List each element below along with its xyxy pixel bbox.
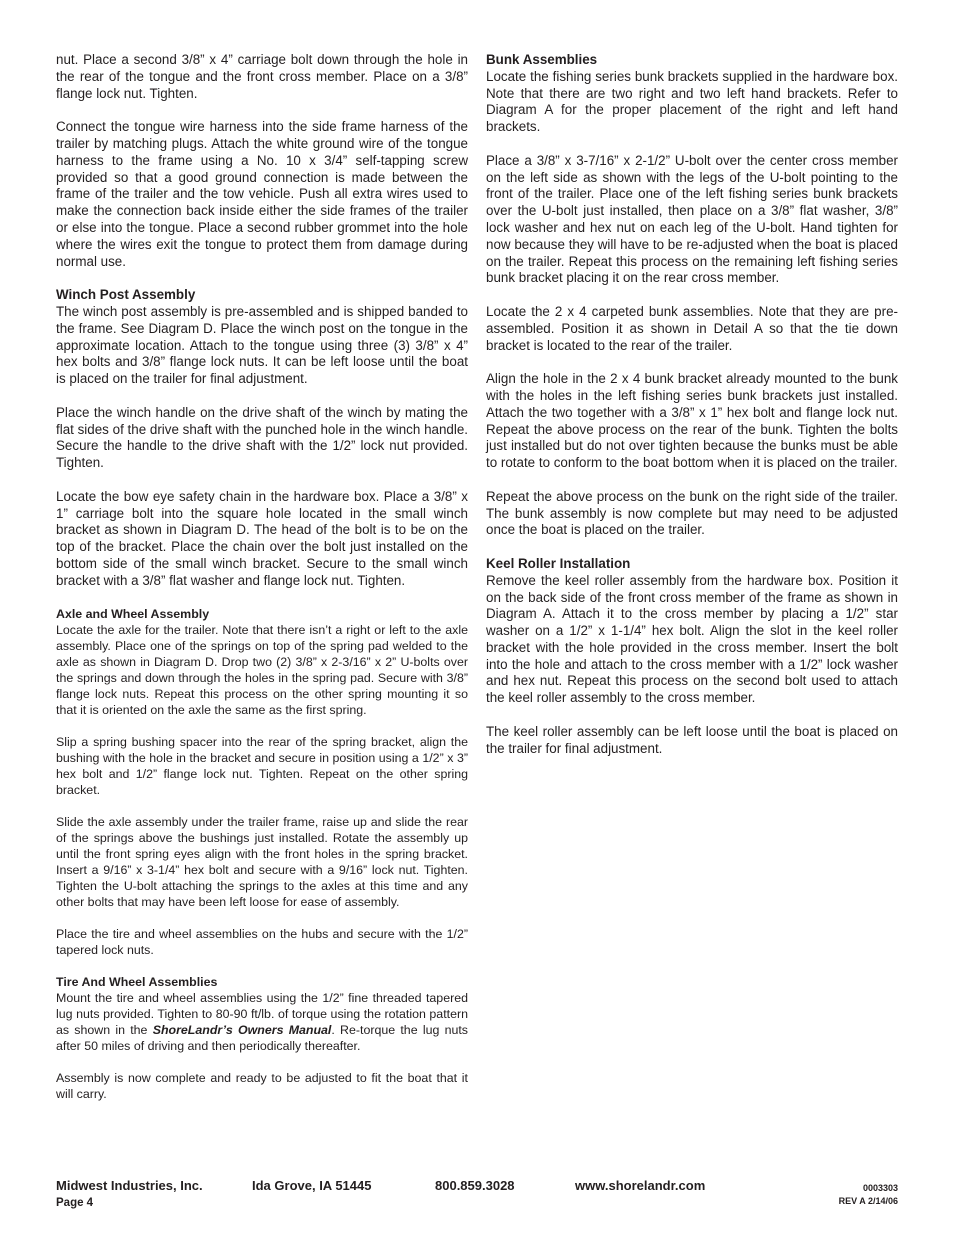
- owners-manual-title: ShoreLandr’s Owners Manual: [152, 1023, 332, 1038]
- page-footer: [56, 1178, 898, 1214]
- heading-axle-and-wheel-assembly: Axle and Wheel Assembly: [56, 607, 210, 622]
- left-column: [56, 52, 468, 1118]
- paragraph-winch-handle: Place the winch handle on the drive shaft of the winch by mating the flat sides of the drive shaft with the punched hole in the winch handle. Secure the handle to the drive shaft with the 1/2” lock nut provided. Tighten.: [56, 404, 468, 471]
- paragraph-tire-placement: Place the tire and wheel assemblies on the hubs and secure with the 1/2” tapered lock nuts.: [56, 927, 468, 958]
- tire-mount-text-start: Mount the tire and wheel assemblies using the 1/2” fine threaded tapered lug nuts provided. Tighten to 80-90 ft/lb. of torque using the rotation pattern as shown in the: [56, 991, 468, 1038]
- heading-winch-post-assembly: Winch Post Assembly: [56, 287, 196, 303]
- paragraph-bunk-right-side: Repeat the above process on the bunk on the right side of the trailer. The bunk assembly is now complete but may need to be adjusted once the boat is placed on the trailer.: [486, 488, 898, 538]
- footer-phone: 800.859.3028: [435, 1178, 515, 1193]
- paragraph-axle-springs: Locate the axle for the trailer. Note that there isn’t a right or left to the axle assembly. Place one of the springs on top of the spring pad welded to the axle as shown in Diagram D. Drop two (2) 3/8” x 2-3/16” x 2” U-bolts over the springs and down through the holes in the spring pad. Secure with 3/8” flange lock nuts. Repeat this process on the other spring mounting it so that it is oriented on the axle the same as the first spring.: [56, 623, 468, 718]
- tire-mount-text-end: . Re-torque the lug nuts after 50 miles of driving and then periodically thereafter.: [56, 1023, 468, 1054]
- paragraph-keel-roller: Remove the keel roller assembly from the hardware box. Position it on the back side of the front cross member of the frame as shown in Diagram A. Attach it to the cross member by placing a 1/2” star washer on a 1/2” x 1-1/4” hex bolt. Align the slot in the keel roller bracket with the hole provided in the cross member. Insert the bolt into the hole and attach to the cross member with a 1/2” lock washer and hex nut. Repeat this process on the second bolt used to attach the keel roller assembly to the cross member.: [486, 572, 898, 706]
- paragraph-bunk-brackets: Locate the fishing series bunk brackets supplied in the hardware box. Note that there are two right and two left hand brackets. Refer to Diagram A for the proper placement of the right and left hand brackets.: [486, 68, 898, 135]
- heading-tire-and-wheel-assemblies: Tire And Wheel Assemblies: [56, 975, 218, 990]
- paragraph-keel-roller-loose: The keel roller assembly can be left loose until the boat is placed on the trailer for final adjustment.: [486, 723, 898, 756]
- footer-website: www.shorelandr.com: [575, 1178, 706, 1193]
- footer-document-number: 0003303: [862, 1183, 898, 1193]
- footer-company: Midwest Industries, Inc.: [56, 1178, 203, 1193]
- paragraph-carpeted-bunks: Locate the 2 x 4 carpeted bunk assemblies. Note that they are pre-assembled. Position it as shown in Detail A so that the tie down bracket is located to the rear of the trailer.: [486, 303, 898, 353]
- footer-page-number: Page 4: [56, 1197, 94, 1209]
- paragraph-wire-harness: Connect the tongue wire harness into the side frame harness of the trailer by matching plugs. Attach the white ground wire of the tongue harness to the frame using a No. 10 x 3/4” self-tapping screw provided so that a good ground connection is made between the frame of the trailer and the tow vehicle. Push all extra wires used to make the connection back inside either the side frames of the trailer or else into the tongue. Place a second rubber grommet into the hole where the wires exit the tongue to protect them from damage during normal use.: [56, 119, 468, 269]
- heading-keel-roller-installation: Keel Roller Installation: [486, 555, 631, 571]
- paragraph-axle-install: Slide the axle assembly under the trailer frame, raise up and slide the rear of the springs above the bushings just installed. Rotate the assembly up until the front spring eyes align with the front holes in the spring bracket. Insert a 9/16” x 3-1/4” hex bolt and secure with a 9/16” lock nut. Tighten. Tighten the U-bolt attaching the springs to the axles at this time and any other bolts that may have been left loose for ease of assembly.: [56, 815, 468, 910]
- right-column: [486, 52, 898, 774]
- footer-revision: REV A 2/14/06: [838, 1196, 898, 1206]
- paragraph-tongue-bolt: nut. Place a second 3/8” x 4” carriage bolt down through the hole in the rear of the tongue and the front cross member. Place on a 3/8” flange lock nut. Tighten.: [56, 52, 468, 101]
- paragraph-assembly-complete: Assembly is now complete and ready to be adjusted to fit the boat that it will carry.: [56, 1071, 468, 1102]
- paragraph-spring-bushing: Slip a spring bushing spacer into the rear of the spring bracket, align the bushing with the hole in the bracket and secure in position using a 1/2” x 3” hex bolt and 1/2” flange lock nut. Tighten. Repeat on the other spring bracket.: [56, 735, 468, 798]
- paragraph-winch-post: The winch post assembly is pre-assembled and is shipped banded to the frame. See Diagram D. Place the winch post on the tongue in the approximate location. Attach to the tongue using three (3) 3/8” x 4” hex bolts and 3/8” flange lock nuts. It can be left loose until the boat is placed on the trailer for final adjustment.: [56, 303, 468, 387]
- heading-bunk-assemblies: Bunk Assemblies: [486, 52, 598, 67]
- paragraph-bow-eye-chain: Locate the bow eye safety chain in the hardware box. Place a 3/8” x 1” carriage bolt into the square hole located in the small winch bracket as shown in Diagram D. The head of the bolt is to be on the top of the bracket. Place the chain over the bolt just installed on the bottom side of the small winch bracket. Secure to the small winch bracket with a 3/8” flat washer and flange lock nut. Tighten.: [56, 488, 468, 588]
- paragraph-bunk-align: Align the hole in the 2 x 4 bunk bracket already mounted to the bunk with the holes in the left fishing series bunk brackets just installed. Attach the two together with a 3/8” x 1” hex bolt and flange lock nut. Repeat the above process on the rear of the bunk. Tighten the bolts just installed but do not over tighten because the bunks must be able to rotate to conform to the boat bottom when it is placed on the trailer.: [486, 371, 898, 471]
- paragraph-tire-mount: [56, 990, 468, 1054]
- footer-city: Ida Grove, IA 51445: [252, 1178, 372, 1193]
- paragraph-u-bolt: Place a 3/8” x 3-7/16” x 2-1/2” U-bolt over the center cross member on the left side as shown with the legs of the U-bolt pointing to the front of the trailer. Place one of the left fishing series bunk brackets over the U-bolt just installed, then place on a 3/8” flat washer, 3/8” lock washer and hex nut on each leg of the U-bolt. Hand tighten for now because they will have to be re-adjusted when the boat is placed on the trailer. Repeat this process on the remaining left fishing series bunk bracket placing it on the rear cross member.: [486, 152, 898, 286]
